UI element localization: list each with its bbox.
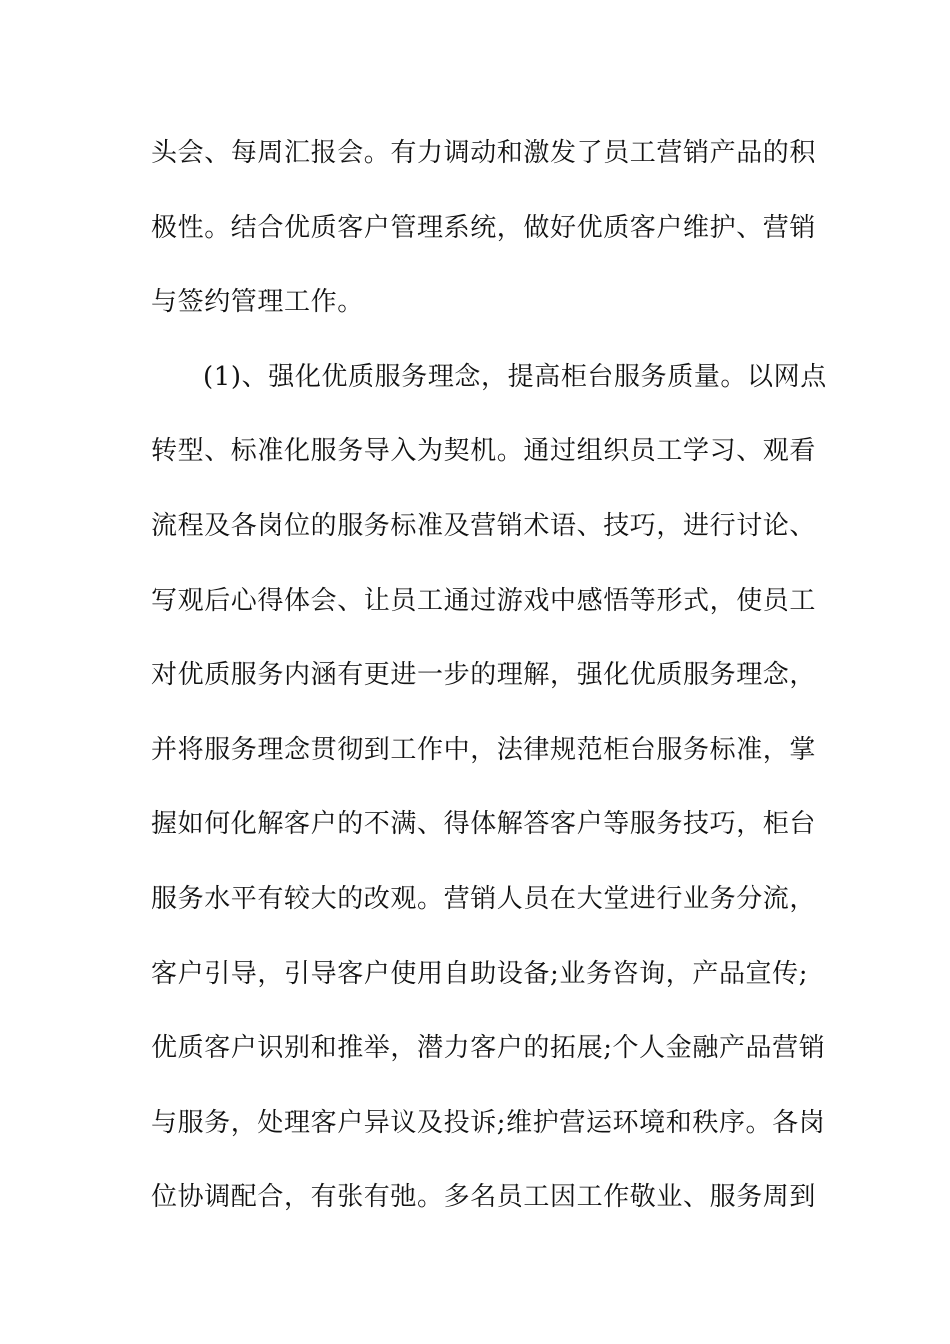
- text-line: 服务水平有较大的改观。营销人员在大堂进行业务分流，: [151, 883, 817, 914]
- text-line: 对优质服务内涵有更进一步的理解，强化优质服务理念，: [151, 660, 817, 691]
- text-line: 与签约管理工作。: [151, 287, 364, 318]
- paragraph-first-line: (1)、强化优质服务理念，提高柜台服务质量。以网点: [203, 361, 827, 392]
- text-line: 写观后心得体会、让员工通过游戏中感悟等形式，使员工: [151, 585, 817, 616]
- text-line: 位协调配合，有张有弛。多名员工因工作敬业、服务周到: [151, 1182, 817, 1213]
- text-line: 客户引导，引导客户使用自助设备;业务咨询，产品宣传;: [151, 958, 809, 989]
- text-line: 优质客户识别和推举，潜力客户的拓展;个人金融产品营销: [151, 1033, 826, 1064]
- text-line: 与服务，处理客户异议及投诉;维护营运环境和秩序。各岗: [151, 1107, 826, 1138]
- text-line: 头会、每周汇报会。有力调动和激发了员工营销产品的积: [151, 138, 817, 168]
- text-line: 握如何化解客户的不满、得体解答客户等服务技巧，柜台: [151, 809, 817, 840]
- text-line: 并将服务理念贯彻到工作中，法律规范柜台服务标准，掌: [151, 734, 817, 765]
- document-body: [151, 128, 827, 1247]
- text-line: 转型、标准化服务导入为契机。通过组织员工学习、观看: [151, 436, 817, 467]
- text-line: 流程及各岗位的服务标准及营销术语、技巧，进行讨论、: [151, 510, 817, 541]
- text-line: 极性。结合优质客户管理系统，做好优质客户维护、营销: [151, 212, 817, 243]
